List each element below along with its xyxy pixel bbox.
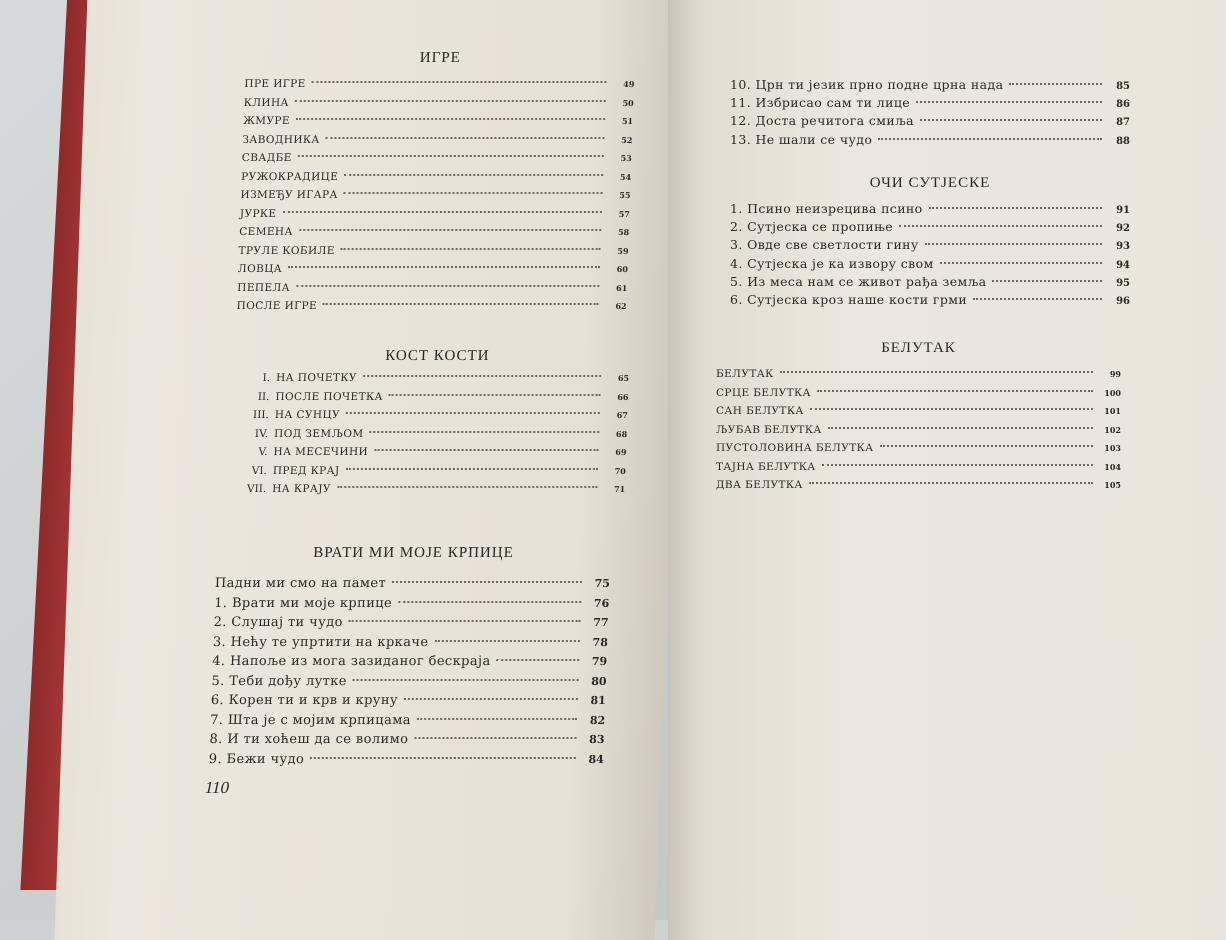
- toc-entry-number: I.: [262, 372, 271, 384]
- toc-list: [208, 574, 610, 769]
- toc-entry-page: 103: [1104, 443, 1121, 453]
- dot-leader: [828, 426, 1093, 429]
- toc-entry-title: РУЖОКРАДИЦЕ: [240, 170, 339, 183]
- toc-entry: [244, 75, 635, 94]
- toc-entry: [214, 594, 610, 614]
- toc-entry: [210, 691, 606, 711]
- toc-entry: [241, 168, 632, 187]
- toc-entry: [716, 384, 1121, 403]
- dot-leader: [810, 407, 1093, 410]
- toc-entry-page: 60: [616, 264, 629, 274]
- dot-leader: [341, 247, 601, 250]
- toc-entry-title: ПОСЛЕ ИГРЕ: [236, 300, 318, 312]
- section-title: ИГРЕ: [419, 50, 462, 66]
- toc-entry-page: 71: [613, 484, 626, 494]
- toc-entry-title: БЕЛУТАК: [716, 368, 774, 380]
- toc-entry-page: 65: [617, 373, 630, 383]
- toc-entry: [208, 750, 604, 770]
- toc-entry-number: VII.: [246, 483, 267, 495]
- toc-entry: [730, 76, 1130, 94]
- toc-entry-page: 94: [1116, 259, 1130, 271]
- toc-entry: [213, 633, 609, 653]
- toc-entry-page: 81: [590, 694, 607, 707]
- dot-leader: [310, 756, 576, 759]
- toc-entry: [241, 443, 627, 462]
- toc-list: [730, 76, 1130, 149]
- toc-entry-number: V.: [258, 446, 268, 458]
- toc-entry-page: 87: [1116, 117, 1130, 129]
- toc-entry: [730, 255, 1130, 273]
- toc-entry: [716, 365, 1121, 384]
- toc-entry-page: 76: [593, 596, 610, 610]
- toc-entry-page: 78: [592, 635, 609, 649]
- page-number: 110: [204, 778, 230, 797]
- dot-leader: [992, 279, 1102, 282]
- toc-entry-title: СРЦЕ БЕЛУТКА: [716, 386, 811, 399]
- toc-entry: [730, 291, 1130, 309]
- toc-entry-page: 51: [621, 116, 634, 126]
- toc-entry-title: 13. Не шали се чудо: [730, 131, 873, 147]
- dot-leader: [353, 678, 579, 681]
- dot-leader: [899, 224, 1102, 227]
- toc-entry: [243, 112, 634, 131]
- section-kost-kosti: [240, 348, 630, 499]
- dot-leader: [822, 463, 1093, 466]
- dot-leader: [288, 265, 600, 268]
- toc-entry-page: 67: [616, 410, 628, 420]
- toc-entry-title: НА КРАЈУ: [272, 483, 332, 495]
- dot-leader: [389, 393, 601, 396]
- toc-entry-title: 3. Овде све светлости гину: [730, 237, 919, 253]
- toc-entry: [730, 94, 1130, 112]
- toc-entry: [242, 131, 633, 150]
- toc-entry-page: 61: [615, 282, 628, 293]
- toc-entry-title: ИЗМЕЂУ ИГАРА: [240, 189, 339, 201]
- toc-entry: [716, 421, 1121, 440]
- toc-entry-page: 91: [1116, 205, 1130, 216]
- toc-entry-page: 104: [1104, 461, 1121, 472]
- toc-entry-title: ЗАВОДНИКА: [242, 133, 320, 146]
- toc-entry-title: 4. Сутјеска је ка извору свом: [730, 255, 934, 271]
- dot-leader: [392, 580, 582, 583]
- dot-leader: [1009, 82, 1102, 85]
- toc-entry-title: ЉУБАВ БЕЛУТКА: [716, 423, 822, 436]
- toc-entry-page: 54: [619, 171, 632, 182]
- toc-entry-page: 59: [617, 245, 629, 256]
- section-title: КОСТ КОСТИ: [384, 348, 490, 364]
- toc-entry-title: 8. И ти хоћеш да се волимо: [209, 732, 409, 747]
- toc-entry-page: 58: [617, 227, 630, 237]
- toc-entry-title: 7. Шта је с мојим крпицама: [209, 712, 412, 728]
- toc-entry-page: 68: [615, 428, 628, 439]
- toc-entry-title: НА ПОЧЕТКУ: [275, 372, 358, 384]
- toc-entry-title: 2. Сутјеска се пропиње: [730, 219, 894, 235]
- toc-entry-title: НА СУНЦУ: [274, 409, 341, 421]
- section-oci-sutjeske: [730, 175, 1130, 309]
- toc-entry-title: ПУСТОЛОВИНА БЕЛУТКА: [716, 442, 874, 454]
- dot-leader: [920, 118, 1102, 121]
- toc-entry-number: II.: [257, 390, 270, 403]
- toc-entry-number: IV.: [254, 427, 269, 440]
- dot-leader: [434, 639, 580, 642]
- toc-entry-page: 57: [618, 208, 631, 219]
- dot-leader: [296, 117, 605, 120]
- toc-entry-page: 75: [594, 577, 611, 590]
- toc-entry-title: КЛИНА: [243, 96, 290, 109]
- toc-entry-page: 77: [593, 616, 609, 629]
- toc-entry-page: 69: [615, 447, 627, 457]
- toc-entry-title: ПЕПЕЛА: [237, 281, 291, 294]
- toc-entry-page: 49: [623, 79, 635, 89]
- toc-entry-title: 2. Слушај ти чудо: [213, 615, 344, 630]
- section-title: ВРАТИ МИ МОЈЕ КРПИЦЕ: [312, 545, 515, 561]
- toc-entry-page: 96: [1116, 295, 1130, 307]
- dot-leader: [417, 717, 577, 720]
- dot-leader: [349, 619, 581, 622]
- toc-entry-title: 12. Доста речитога смиља: [730, 113, 914, 129]
- toc-entry-title: НА МЕСЕЧИНИ: [273, 446, 369, 458]
- toc-entry-title: СЕМЕНА: [238, 226, 294, 238]
- toc-entry-title: 11. Избрисао сам ти лице: [730, 95, 911, 111]
- section-title: БЕЛУТАК: [881, 340, 956, 356]
- left-page: [54, 0, 688, 940]
- dot-leader: [374, 448, 599, 451]
- toc-entry: [240, 480, 626, 499]
- toc-entry-title: 6. Корен ти и крв и круну: [210, 693, 399, 708]
- toc-entry-title: ЈУРКЕ: [239, 207, 277, 220]
- toc-entry: [236, 297, 627, 316]
- toc-entry-page: 66: [617, 391, 629, 402]
- toc-entry: [716, 476, 1121, 495]
- toc-entry-page: 52: [621, 134, 633, 145]
- toc-entry-title: ПОД ЗЕМЉОМ: [273, 427, 364, 440]
- toc-entry: [212, 652, 608, 672]
- toc-entry-title: 10. Црн ти језик прно подне црна нада: [730, 77, 1004, 92]
- dot-leader: [916, 100, 1102, 103]
- dot-leader: [370, 430, 600, 433]
- toc-entry-title: 1. Врати ми моје крпице: [213, 595, 393, 611]
- toc-entry-page: 55: [619, 190, 631, 200]
- toc-entry-page: 53: [620, 153, 632, 163]
- toc-entry: [730, 218, 1130, 236]
- dot-leader: [283, 210, 602, 213]
- dot-leader: [414, 736, 576, 739]
- toc-entry: [211, 672, 607, 692]
- toc-entry-page: 85: [1116, 81, 1130, 92]
- toc-entry-page: 50: [622, 97, 634, 108]
- toc-entry-page: 93: [1116, 241, 1130, 253]
- toc-entry: [241, 462, 627, 481]
- right-page: [668, 0, 1226, 940]
- toc-entry-title: СВАДБЕ: [241, 152, 293, 164]
- toc-entry: [716, 458, 1121, 477]
- dot-leader: [346, 467, 598, 470]
- toc-entry: [240, 186, 631, 205]
- toc-entry-title: ПРЕД КРАЈ: [272, 464, 340, 477]
- toc-entry: [243, 94, 634, 113]
- section-vrati-continued: [730, 76, 1130, 149]
- dot-leader: [337, 485, 598, 488]
- toc-entry-page: 99: [1109, 369, 1121, 379]
- section-title: ОЧИ СУТЈЕСКЕ: [869, 175, 991, 191]
- toc-entry-page: 88: [1116, 135, 1130, 147]
- toc-entry: [730, 200, 1130, 218]
- toc-entry: [210, 711, 606, 731]
- dot-leader: [326, 136, 605, 139]
- toc-entry-title: 5. Теби дођу лутке: [211, 673, 348, 689]
- toc-entry: [238, 242, 629, 261]
- dot-leader: [497, 658, 580, 661]
- toc-entry-title: 6. Сутјеска кроз наше кости грми: [730, 291, 968, 307]
- toc-entry-title: ПРЕ ИГРЕ: [244, 78, 306, 90]
- toc-entry-page: 80: [590, 674, 607, 688]
- toc-entry: [213, 613, 609, 633]
- toc-entry: [209, 730, 605, 750]
- toc-entry: [716, 402, 1121, 421]
- dot-leader: [363, 374, 601, 377]
- toc-entry: [237, 279, 628, 298]
- section-igre: [236, 50, 635, 316]
- dot-leader: [940, 261, 1102, 264]
- toc-entry: [239, 223, 630, 242]
- toc-list: [236, 75, 634, 316]
- toc-entry-page: 101: [1104, 406, 1121, 416]
- toc-entry-page: 62: [615, 301, 627, 311]
- dot-leader: [817, 389, 1093, 392]
- toc-entry-title: ТРУЛЕ КОБИЛЕ: [238, 244, 336, 257]
- toc-entry-page: 82: [589, 713, 606, 727]
- toc-entry: [730, 112, 1130, 130]
- toc-entry: [240, 205, 631, 224]
- toc-entry-page: 79: [591, 655, 608, 668]
- toc-entry-page: 100: [1104, 387, 1121, 398]
- toc-entry: [242, 425, 628, 444]
- dot-leader: [880, 444, 1094, 447]
- toc-entry: [244, 369, 630, 388]
- toc-entry: [243, 388, 629, 407]
- toc-entry-page: 83: [588, 733, 605, 746]
- dot-leader: [295, 99, 606, 102]
- dot-leader: [344, 191, 603, 194]
- section-vrati: [208, 545, 611, 769]
- dot-leader: [296, 284, 599, 287]
- dot-leader: [878, 137, 1102, 140]
- toc-entry-title: 5. Из меса нам се живот рађа земља: [730, 273, 987, 289]
- toc-entry: [215, 574, 611, 594]
- dot-leader: [312, 80, 607, 83]
- toc-entry-title: ТАЈНА БЕЛУТКА: [716, 460, 816, 473]
- toc-list: [240, 369, 630, 499]
- toc-entry-title: 9. Бежи чудо: [208, 751, 305, 767]
- dot-leader: [298, 154, 604, 157]
- toc-entry: [716, 439, 1121, 458]
- toc-list: [730, 200, 1130, 309]
- toc-entry-title: ДВА БЕЛУТКА: [716, 479, 803, 491]
- toc-entry-number: VI.: [251, 464, 268, 477]
- toc-entry: [730, 131, 1130, 149]
- dot-leader: [973, 297, 1102, 300]
- dot-leader: [929, 206, 1102, 209]
- dot-leader: [346, 411, 600, 414]
- toc-entry-title: Падни ми смо на памет: [214, 576, 387, 591]
- toc-list: [716, 365, 1121, 495]
- dot-leader: [323, 302, 599, 305]
- toc-entry-title: 1. Псино неизрецива псино: [730, 201, 923, 216]
- dot-leader: [780, 370, 1093, 373]
- toc-entry-page: 102: [1104, 424, 1121, 435]
- toc-entry-title: 3. Нећу те упртити на кркаче: [212, 634, 429, 650]
- toc-entry: [730, 236, 1130, 254]
- toc-entry-page: 70: [614, 465, 627, 476]
- toc-entry-page: 84: [588, 752, 605, 766]
- toc-entry-page: 92: [1116, 223, 1130, 235]
- section-belutak: [716, 340, 1121, 495]
- dot-leader: [809, 481, 1093, 484]
- toc-entry-title: ПОСЛЕ ПОЧЕТКА: [275, 390, 384, 403]
- toc-entry-page: 95: [1116, 277, 1130, 289]
- dot-leader: [398, 600, 581, 603]
- toc-entry: [238, 260, 629, 279]
- toc-entry-page: 105: [1104, 480, 1121, 490]
- toc-entry: [241, 149, 632, 168]
- toc-entry: [242, 406, 628, 425]
- toc-entry: [730, 273, 1130, 291]
- dot-leader: [925, 242, 1102, 245]
- dot-leader: [404, 697, 578, 700]
- toc-entry-title: ЛОВЦА: [237, 263, 283, 275]
- toc-entry-title: ЖМУРЕ: [242, 115, 291, 127]
- toc-entry-page: 86: [1116, 99, 1130, 111]
- dot-leader: [344, 173, 603, 176]
- toc-entry-title: 4. Напоље из мога зазиданог бескраја: [211, 654, 491, 669]
- toc-entry-title: САН БЕЛУТКА: [716, 405, 804, 417]
- toc-entry-number: III.: [252, 409, 270, 421]
- dot-leader: [299, 228, 601, 231]
